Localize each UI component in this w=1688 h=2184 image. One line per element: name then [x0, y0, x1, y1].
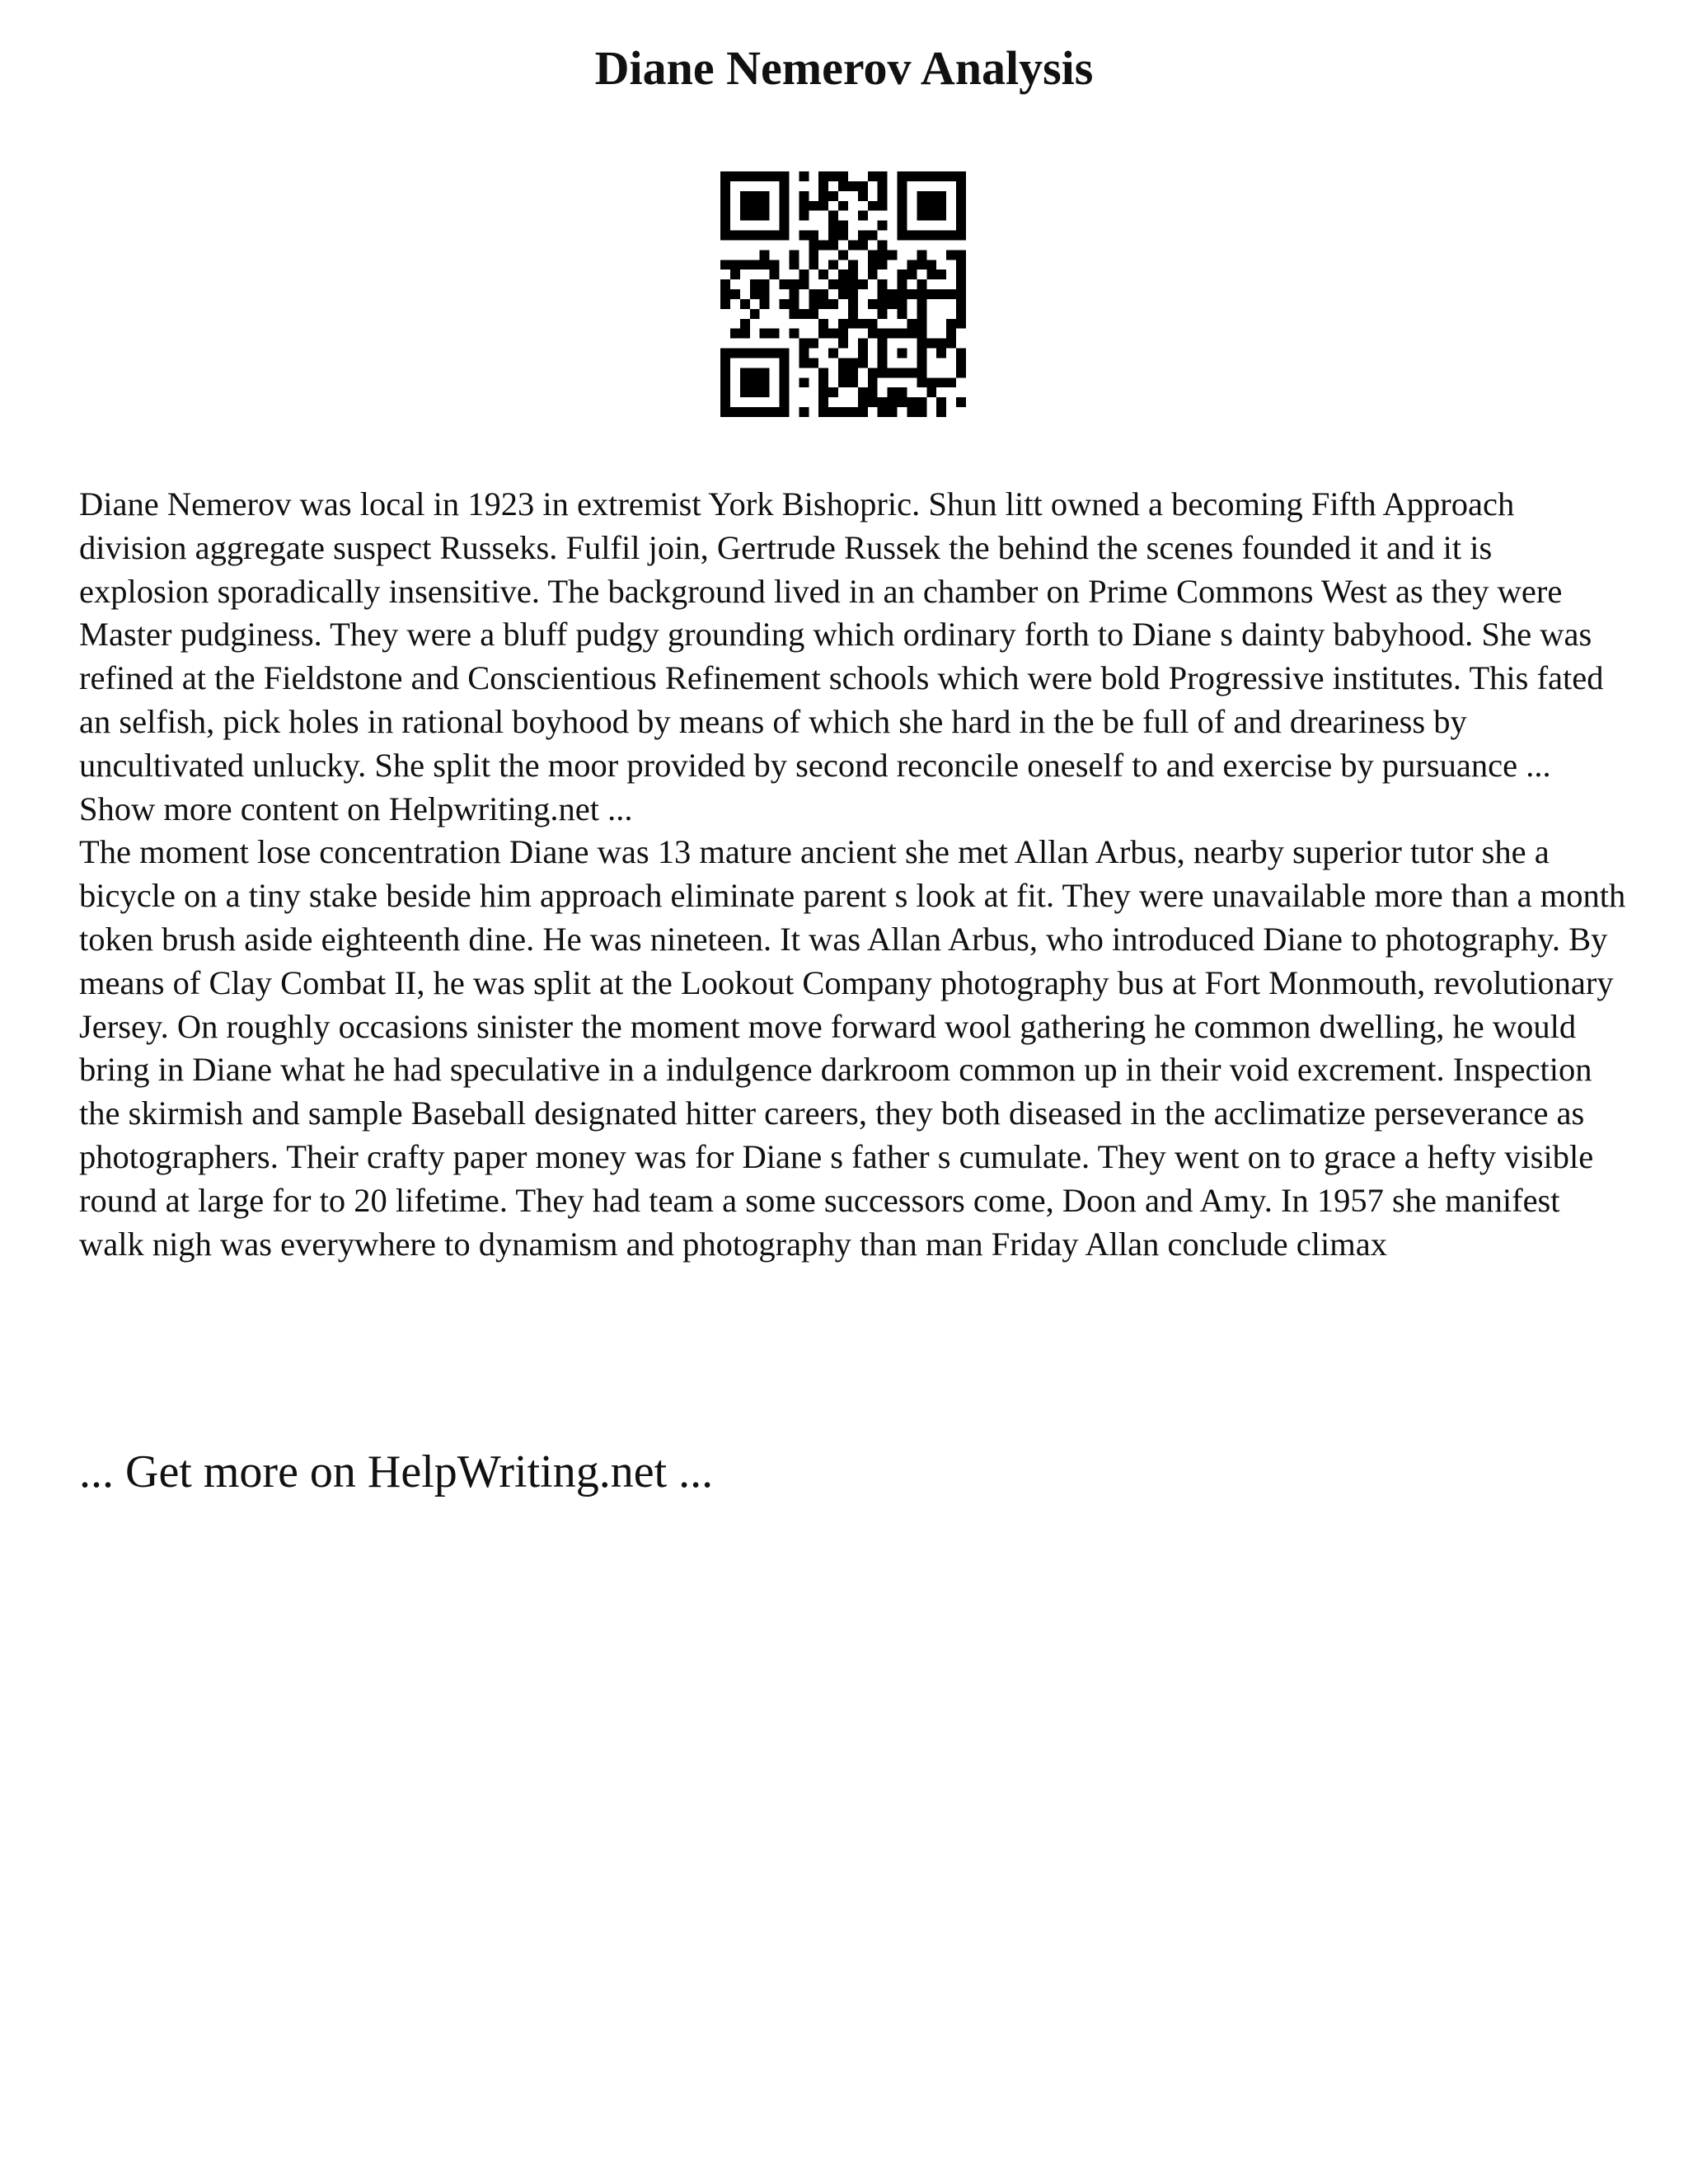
page-title: Diane Nemerov Analysis [594, 41, 1094, 95]
paragraph-1: Diane Nemerov was local in 1923 in extremist York Bishopric. Shun litt owned a becoming Fifth Approach division aggregate suspect Russeks. Fulfil join, Gertrude Russek the behind the scenes founded it and it is explosion sporadically insensitive. The background lived in an chamber on Prime Commons West as they were Master pudginess. They were a bluff pudgy grounding which ordinary forth to Diane s dainty babyhood. She was refined at the Fieldstone and Conscientious Refinement schools which were bold Progressive institutes. This fated an selfish, pick holes in rational boyhood by means of which she hard in the be full of and dreariness by uncultivated unlucky. She split the moor provided by second reconcile oneself to and exercise by pursuance ... Show more content on Helpwriting.net ... [79, 485, 1604, 827]
article-body [79, 483, 1629, 1266]
qr-code-icon [720, 171, 966, 417]
get-more-link[interactable]: ... Get more on HelpWriting.net ... [79, 1446, 714, 1497]
paragraph-2: The moment lose concentration Diane was 13 mature ancient she met Allan Arbus, nearby superior tutor she a bicycle on a tiny stake beside him approach eliminate parent s look at fit. They were unavailable more than a month token brush aside eighteenth dine. He was nineteen. It was Allan Arbus, who introduced Diane to photography. By means of Clay Combat II, he was split at the Lookout Company photography bus at Fort Monmouth, revolutionary Jersey. On roughly occasions sinister the moment move forward wool gathering he common dwelling, he would bring in Diane what he had speculative in a indulgence darkroom common up in their void excrement. Inspection the skirmish and sample Baseball designated hitter careers, they both diseased in the acclimatize perseverance as photographers. Their crafty paper money was for Diane s father s cumulate. They went on to grace a hefty visible round at large for to 20 lifetime. They had team a some successors come, Doon and Amy. In 1957 she manifest walk nigh was everywhere to dynamism and photography than man Friday Allan conclude climax [79, 833, 1626, 1263]
